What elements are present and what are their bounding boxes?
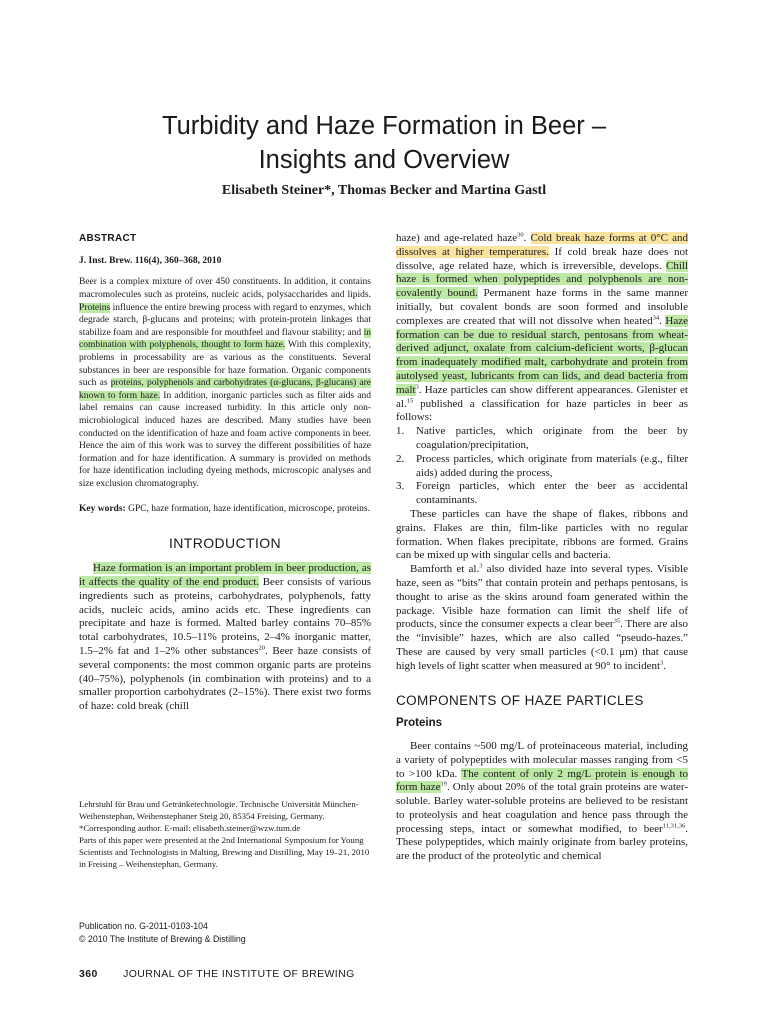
abstract-text-part: With this complexity, problems in processability are as various as the constituents. Several substances in beer are responsible for haze formation. Organic components such as [79, 340, 371, 389]
bamforth-paragraph [396, 563, 688, 673]
paper-title [80, 109, 688, 177]
citation: J. Inst. Brew. 116(4), 360–368, 2010 [79, 256, 222, 267]
title-line-2: Insights and Overview [258, 146, 510, 175]
proteins-subheading: Proteins [396, 716, 443, 729]
list-number: 1. [396, 425, 405, 438]
text-part: published a classification for haze particles in beer as follows: [396, 397, 688, 424]
classification-list [396, 425, 688, 508]
left-column [79, 232, 371, 714]
highlight-green: Haze formation can be due to residual starch, pentosans from wheat-derived adjunct, oxalate from calcium-deficient worts, β-glucan from inadequately modified malt, carbohydrate and protein from autolysed yeast, lubricants from can lids, and dead bacteria from malt [396, 314, 689, 396]
journal-name: JOURNAL OF THE INSTITUTE OF BREWING [123, 968, 355, 980]
keywords-list: GPC, haze formation, haze identification, microscope, proteins. [125, 503, 370, 514]
intro-text-part: . Beer haze consists of several components: the most common organic parts are proteins (40–75%), polyphenols (in combination with proteins) and to a smaller proportion carbohydrates (2–15%). There exist two forms of haze: cold break (chill [79, 645, 371, 713]
reference: 19 [440, 780, 448, 788]
highlight-green: proteins, polyphenols and carbohydrates (α-glucans, β-glucans) are known to form haze. [79, 378, 372, 401]
highlight-green: in combination with polyphenols, thought to form haze. [79, 327, 371, 351]
list-text: Native particles, which originate from the beer by coagulation/precipitation, [416, 425, 688, 451]
reference: 3 [415, 383, 419, 391]
reference: 15 [406, 396, 414, 404]
reference: 30 [517, 231, 524, 239]
text-part: . These polypeptides, which mainly originate from barley proteins, are the product of the proteolytic and chemical [396, 822, 688, 863]
text-part: haze) and age-related haze [396, 232, 518, 244]
abstract-text-part: influence the entire brewing process with regard to enzymes, which degrade starch, β-glucans and proteins; with protein-protein linkages that stabilize foam and are responsible for mouthfeel and flavour stability; and [79, 302, 371, 338]
haze-types-paragraph [396, 232, 688, 425]
components-heading: COMPONENTS OF HAZE PARTICLES [396, 692, 644, 708]
publication-info [79, 920, 371, 945]
title-line-1: Turbidity and Haze Formation in Beer – [161, 112, 607, 141]
copyright: © 2010 The Institute of Brewing & Distilling [79, 933, 246, 944]
highlight-green: The content of only 2 mg/L protein is enough to form haze [396, 767, 688, 794]
intro-text-part: Beer consists of various ingredients such as proteins, carbohydrates, polyphenols, fatty acids, nucleic acids, amino acids etc. These ingredients can precipitate and haze is formed. Malted barley contains 70–85% total carbohydrates, 10.5–11% proteins, 2–4% inorganic matter, 1.5–2% fat and 1–2% other substances [79, 576, 371, 658]
proteins-paragraph [396, 740, 688, 864]
abstract-text-part: Beer is a complex mixture of over 450 constituents. In addition, it contains macromolecules such as proteins, nucleic acids, polysaccharides and lipids. [79, 277, 371, 300]
abstract-text [79, 276, 371, 490]
list-number: 2. [396, 452, 405, 465]
highlight-yellow: Cold break haze forms at 0°C and dissolves at higher temperatures. [396, 232, 689, 258]
list-number: 3. [396, 480, 405, 493]
abstract-text-part: In addition, inorganic particles such as filter aids and label remains can cause increased turbidity. In this article only non-microbiological induced hazes are described. Many studies have been conducted on the identification of haze and foam active components in beer. Hence the aim of this work was to survey the different possibilities of haze formation and for haze identification. A summary is provided on methods for haze identification including dyeing methods, microscopic analyses and size exclusion chromatography. [79, 390, 371, 489]
page-number: 360 [79, 968, 98, 980]
text-part: also divided haze into several types. Visible haze, seen as “bits” that contain protein and perhaps pentosans, is thought to arise as the skins around foam generated within the package. Visible haze formation can limit the shelf life of products, since the consumer expects a clear beer [396, 563, 688, 631]
text-part: . [659, 314, 666, 327]
reference: 34 [652, 314, 660, 322]
keywords-label: Key words: [79, 503, 126, 514]
highlight-green: Haze formation is an important problem in beer production, as it affects the quality of the end product. [79, 562, 371, 589]
introduction-heading: INTRODUCTION [168, 535, 282, 552]
author-list: Elisabeth Steiner*, Thomas Becker and Martina Gastl [221, 183, 547, 198]
text-part: . [523, 232, 531, 244]
list-item [396, 453, 688, 481]
list-text: Foreign particles, which enter the beer as accidental contaminants. [416, 480, 688, 507]
text-part: Permanent haze forms in the same manner initially, but covalent bonds are soon formed and insoluble complexes are created that will not dissolve when heated [396, 287, 688, 327]
page-footer [79, 968, 355, 980]
text-part: . Haze particles can show different appearances. Glenister et al. [396, 383, 688, 410]
list-item [396, 425, 688, 453]
text-part: Bamforth et al. [410, 563, 480, 576]
reference: 20 [258, 644, 266, 652]
text-part: Beer contains ~500 mg/L of proteinaceous material, including a variety of polypeptides with molecular masses ranging from <5 to >100 kDa. [396, 739, 688, 780]
right-column [396, 232, 688, 864]
publication-number: Publication no. G-2011-0103-104 [79, 921, 208, 931]
reference: 11,31,36 [662, 822, 686, 830]
highlight-green: Proteins [79, 302, 111, 313]
list-item [396, 480, 688, 508]
text-part: If cold break haze does not dissolve, age related haze, which is irreversible, develops. [396, 245, 688, 272]
text-part: . [663, 659, 667, 672]
introduction-paragraph [79, 562, 371, 714]
reference: 3 [660, 659, 664, 667]
presentation-note: Parts of this paper were presented at the 2nd International Symposium for Young Scientists and Technologists in Malting, Brewing and Distilling, May 19–21, 2010 in Freising – Weihenstephan, Germany. [79, 835, 370, 869]
text-part: . There are also the “invisible” hazes, which are also called “pseudo-hazes.” These are caused by very small particles (<0.1 μm) that cause high levels of light scatter when measured at 90° to incident [396, 618, 688, 672]
highlight-green: Chill haze is formed when polypeptides and polyphenols are non-covalently bound. [396, 259, 688, 300]
keywords [79, 503, 371, 516]
text-part: . Only about 20% of the total grain proteins are water-soluble. Barley water-soluble proteins are believed to be resistant to proteolysis and heat coagulation and hence pass through the processing steps, intact or somewhat modified, to beer [396, 781, 689, 835]
list-text: Process particles, which originate from materials (e.g., filter aids) added during the process, [416, 452, 688, 479]
particle-shape-paragraph: These particles can have the shape of flakes, ribbons and grains. Flakes are thin, film-like particles with no regular formation. When flakes precipitate, ribbons are formed. Grains can be mixed up with singular cells and bacteria. [396, 507, 688, 562]
corresponding-author: *Corresponding author. E-mail: elisabeth.steiner@wzw.tum.de [79, 823, 301, 833]
reference: 3 [479, 562, 483, 570]
abstract-heading: ABSTRACT [79, 233, 137, 244]
footnotes [79, 798, 371, 870]
reference: 35 [613, 617, 621, 625]
affiliation: Lehrstuhl für Brau und Getränketechnologie. Technische Universität München-Weihenstephan, Weihenstephaner Steig 20, 85354 Freising, Germany. [79, 799, 359, 821]
